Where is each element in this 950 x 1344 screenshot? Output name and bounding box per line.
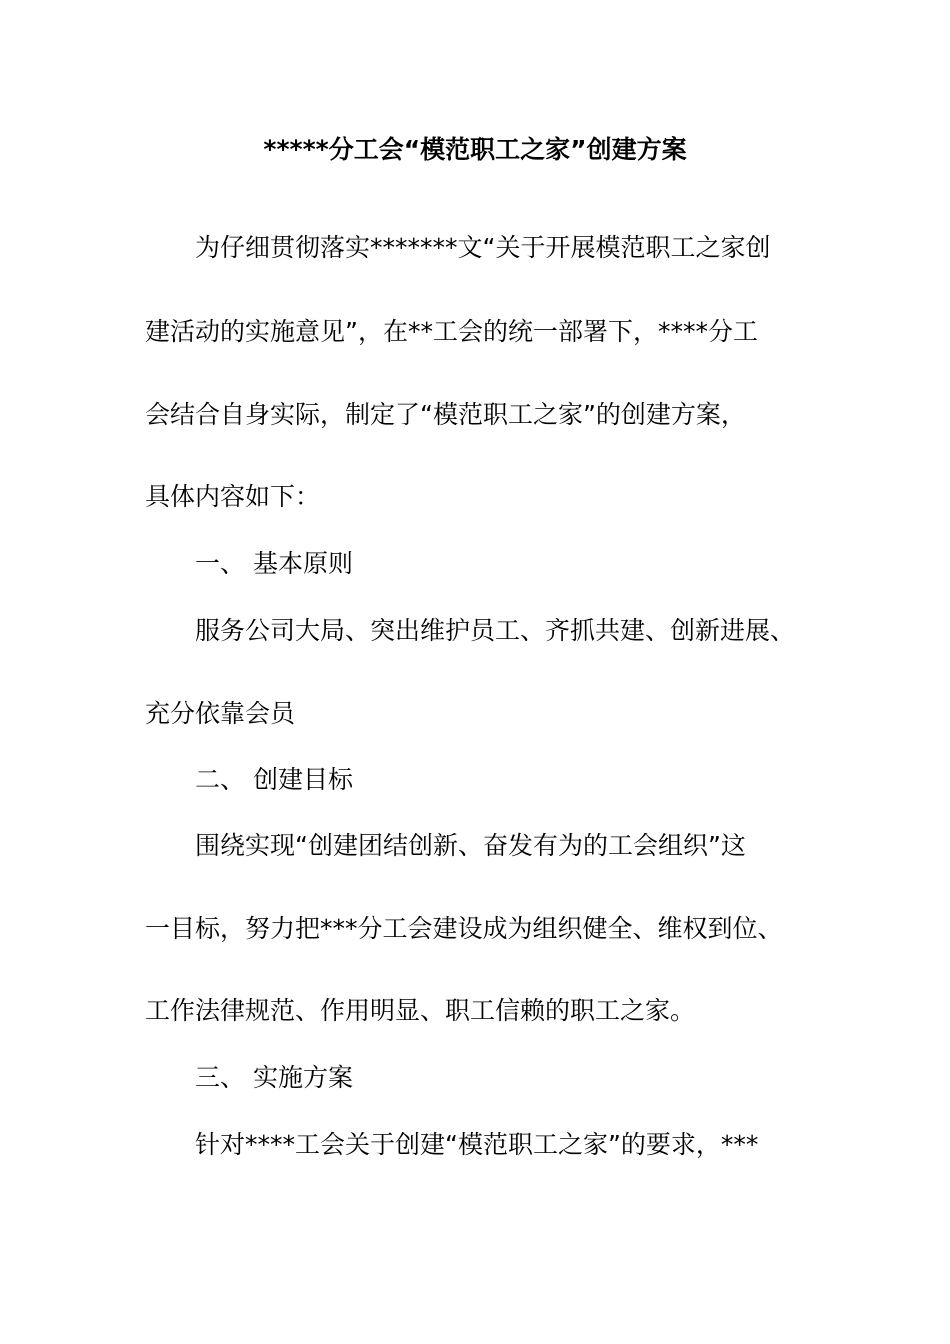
paragraph-line: 一目标，努力把***分工会建设成为组织健全、维权到位、: [145, 914, 783, 943]
paragraph-line: 为仔细贯彻落实*******文“关于开展模范职工之家创: [195, 233, 771, 262]
paragraph-line: 会结合自身实际，制定了“模范职工之家”的创建方案，: [145, 400, 746, 429]
paragraph-line: 充分依靠会员: [145, 699, 296, 728]
paragraph-line: 针对****工会关于创建“模范职工之家”的要求，***: [195, 1130, 759, 1159]
paragraph-line: 具体内容如下：: [145, 482, 321, 511]
section-heading: 二、 创建目标: [195, 765, 353, 794]
paragraph-line: 建活动的实施意见”，在**工会的统一部署下，****分工: [145, 317, 758, 346]
paragraph-line: 围绕实现“创建团结创新、奋发有为的工会组织”这: [195, 831, 746, 860]
section-heading: 三、 实施方案: [195, 1063, 353, 1092]
paragraph-line: 服务公司大局、突出维护员工、齐抓共建、创新进展、: [195, 616, 796, 645]
section-heading: 一、 基本原则: [195, 549, 353, 578]
paragraph-line: 工作法律规范、作用明显、职工信赖的职工之家。: [145, 996, 696, 1025]
document-title: *****分工会“模范职工之家”创建方案: [263, 135, 687, 164]
